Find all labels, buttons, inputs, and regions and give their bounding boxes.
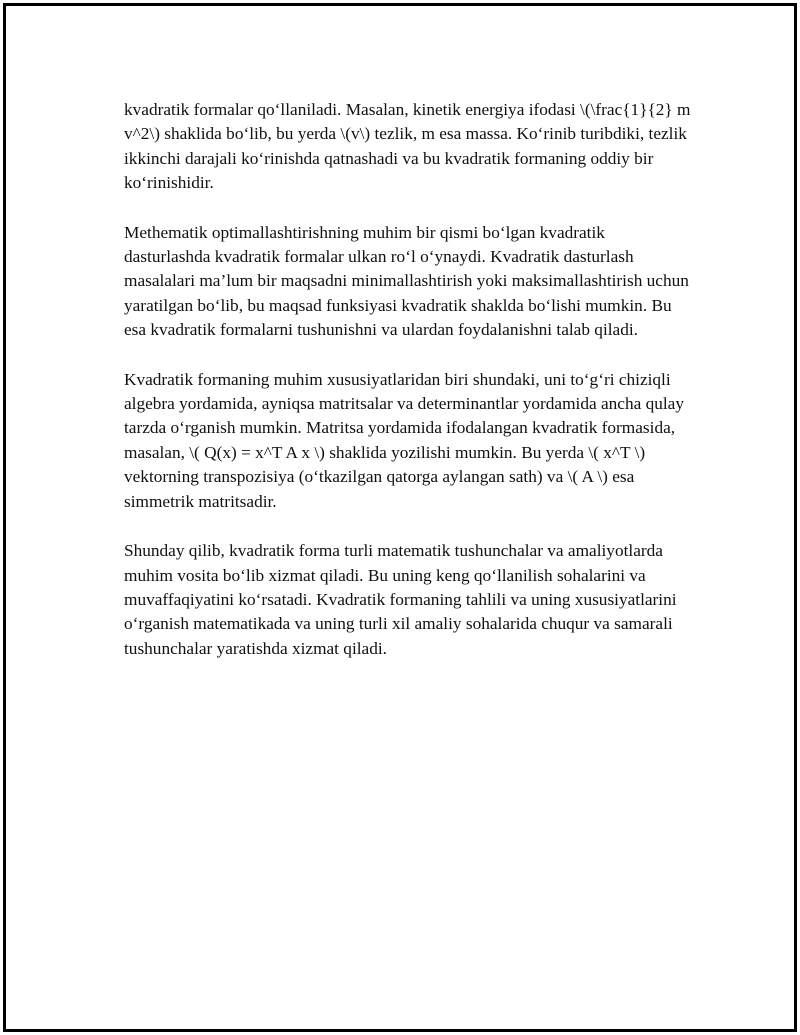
document-body: [124, 98, 694, 686]
paragraph-4: Shunday qilib, kvadratik forma turli matematik tushunchalar va amaliyotlarda muhim vosita bo‘lib xizmat qiladi. Bu uning keng qo‘llanilish sohalarini va muvaffaqiyatini ko‘rsatadi. Kvadratik formaning tahlili va uning xususiyatlarini o‘rganish matematikada va uning turli xil amaliy sohalarida chuqur va samarali tushunchalar yaratishda xizmat qiladi.: [124, 541, 677, 658]
page-frame: [3, 3, 797, 1032]
paragraph-3: Kvadratik formaning muhim xususiyatlaridan biri shundaki, uni to‘g‘ri chiziqli algebra yordamida, ayniqsa matritsalar va determinantlar yordamida ancha qulay tarzda o‘rganish mumkin. Matritsa yordamida ifodalangan kvadratik formasida, masalan, \( Q(x) = x^T A x \) shaklida yozilishi mumkin. Bu yerda \( x^T \) vektorning transpozisiya (o‘tkazilgan qatorga aylangan sath) va \( A \) esa simmetrik matritsadir.: [124, 369, 684, 511]
paragraph-2: Methematik optimallashtirishning muhim bir qismi bo‘lgan kvadratik dasturlashda kvadratik formalar ulkan ro‘l o‘ynaydi. Kvadratik dasturlash masalalari ma’lum bir maqsadni minimallashtirish yoki maksimallashtirish uchun yaratilgan bo‘lib, bu maqsad funksiyasi kvadratik shaklda bo‘lishi mumkin. Bu esa kvadratik formalarni tushunishni va ulardan foydalanishni talab qiladi.: [124, 222, 689, 340]
paragraph-1: kvadratik formalar qo‘llaniladi. Masalan, kinetik energiya ifodasi \(\frac{1}{2} m v^2\) shaklida bo‘lib, bu yerda \(v\) tezlik, m esa massa. Ko‘rinib turibdiki, tezlik ikkinchi darajali ko‘rinishda qatnashadi va bu kvadratik formaning oddiy bir ko‘rinishidir.: [124, 100, 691, 193]
